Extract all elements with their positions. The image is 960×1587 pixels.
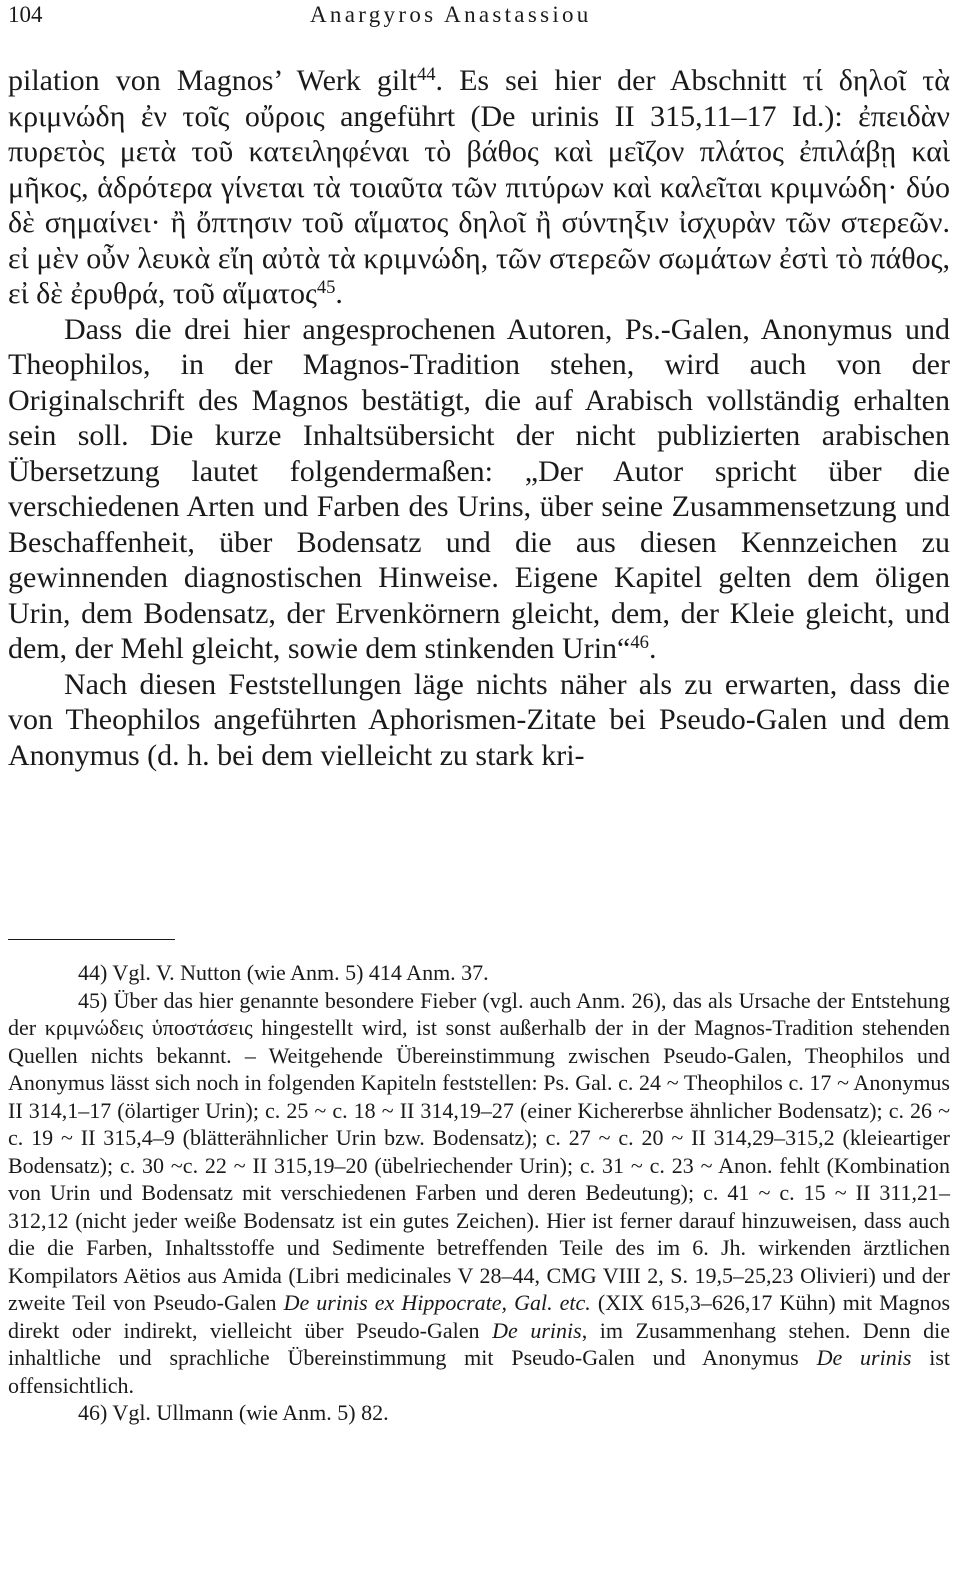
main-text bbox=[8, 63, 950, 773]
paragraph-2-text-a: Dass die drei hier angesprochenen Autoren, Ps.-Galen, Anonymus und Theophilos, in der Magnos-Tradition stehen, wird auch von der Originalschrift des Magnos bestätigt, die auf Arabisch vollständig erhalten sein soll. Die kurze Inhaltsübersicht der nicht publizierten arabischen Übersetzung lautet folgendermaßen: „Der Autor spricht über die verschiedenen Arten und Farben des Urins, über seine Zusammensetzung und Beschaffenheit, über Bodensatz und die aus diesen Kennzeichen zu gewinnenden diagnostischen Hinweise. Eigene Kapitel gelten dem öligen Urin, dem Bodensatz, der Ervenkörnern gleicht, dem, der Kleie gleicht, und dem, der Mehl gleicht, sowie dem stinkenden Urin“ bbox=[8, 312, 950, 665]
paragraph-1-text-a: pilation von Magnos’ Werk gilt bbox=[8, 64, 417, 97]
paragraph-3: Nach diesen Feststellungen läge nichts näher als zu erwarten, dass die von Theophilos angeführten Aphorismen-Zitate bei Pseudo-Galen und dem Anonymus (d. h. bei dem vielleicht zu stark kri- bbox=[8, 667, 950, 772]
footnote-46: 46) Vgl. Ullmann (wie Anm. 5) 82. bbox=[78, 1400, 389, 1425]
footnote-45-text-d: ist offensichtlich. bbox=[8, 1345, 950, 1398]
paragraph-1 bbox=[8, 63, 950, 312]
footnote-ref-44: 44 bbox=[416, 63, 436, 85]
footnote-ref-45: 45 bbox=[316, 276, 336, 298]
running-title: Anargyros Anastassiou bbox=[310, 2, 592, 27]
footnote-44: 44) Vgl. V. Nutton (wie Anm. 5) 414 Anm. 37. bbox=[78, 960, 489, 985]
footnotes bbox=[8, 959, 950, 1427]
footnote-45-title-3: De urinis bbox=[816, 1345, 912, 1370]
footnote-45-text-b: (XIX 615,3–626,17 Kühn) mit Magnos direkt oder indirekt, vielleicht über Pseudo-Galen bbox=[8, 1290, 951, 1343]
paragraph-1-text-b: . Es sei hier der Abschnitt τί δηλοῖ τὰ κριμνώδη ἐν τοῖς οὔροις angeführt (De urinis II 315,11–17 Id.): ἐπειδὰν πυρετὸς μετὰ τοῦ κατειληφέναι τὸ βάθος καὶ μεῖζον πλάτος ἐπιλάβῃ καὶ μῆκος, ἁδρότερα γίνεται τὰ τοιαῦτα τῶν πιτύρων καὶ καλεῖται κριμνώδη· δύο δὲ σημαίνει· ἢ ὄπτησιν τοῦ αἵματος δηλοῖ ἢ σύντηξιν ἰσχυρὰν τῶν στερεῶν. εἰ μὲν οὖν λευκὰ εἴη αὐτὰ τὰ κριμνώδη, τῶν στερεῶν σωμάτων ἐστὶ τὸ πάθος, εἰ δὲ ἐρυθρά, τοῦ αἵματος bbox=[8, 64, 950, 310]
paragraph-2 bbox=[8, 312, 950, 667]
running-head bbox=[8, 0, 950, 30]
footnote-45-text-c: , im Zusammenhang stehen. Denn die inhaltliche und sprachliche Übereinstimmung mit Pseudo-Galen und Anonymus bbox=[8, 1317, 951, 1370]
footnote-45-text-a: 45) Über das hier genannte besondere Fieber (vgl. auch Anm. 26), das als Ursache der Entstehung der κριμνώδεις ὑποστάσεις hingestellt wird, ist sonst außerhalb der in der Magnos-Tradition stehenden Quellen nichts bekannt. – Weitgehende Übereinstimmung zwischen Pseudo-Galen, Theophilos und Anonymus lässt sich noch in folgenden Kapiteln feststellen: Ps. Gal. c. 24 ~ Theophilos c. 17 ~ Anonymus II 314,1–17 (ölartiger Urin); c. 25 ~ c. 18 ~ II 314,19–27 (einer Kichererbse ähnlicher Bodensatz); c. 26 ~ c. 19 ~ II 315,4–9 (blätterähnlicher Urin bzw. Bodensatz); c. 27 ~ c. 20 ~ II 314,29–315,2 (kleieartiger Bodensatz); c. 30 ~c. 22 ~ II 315,19–20 (übelriechender Urin); c. 31 ~ c. 23 ~ Anon. fehlt (Kombination von Urin und Bodensatz mit verschiedenen Farben und deren Bedeutung); c. 41 ~ c. 15 ~ II 311,21–312,12 (nicht jeder weiße Bodensatz ist ein gutes Zeichen). Hier ist ferner darauf hinzuweisen, dass auch die die Farben, Inhaltsstoffe und Sedimente betreffenden Teile des im 6. Jh. wirkenden ärztlichen Kompilators Aëtios aus Amida (Libri medicinales V 28–44, CMG VIII 2, S. 19,5–25,23 Olivieri) und der zweite Teil von Pseudo-Galen bbox=[8, 987, 950, 1315]
footnote-ref-46: 46 bbox=[630, 631, 649, 653]
footnote-45 bbox=[8, 987, 950, 1400]
paragraph-2-text-b: . bbox=[648, 632, 657, 665]
page-number: 104 bbox=[8, 2, 43, 27]
footnote-45-title-2: De urinis bbox=[492, 1317, 582, 1343]
footnote-45-title-1: De urinis ex Hippocrate, Gal. etc. bbox=[283, 1290, 591, 1315]
footnote-rule bbox=[8, 939, 175, 940]
paragraph-1-text-c: . bbox=[335, 277, 343, 310]
